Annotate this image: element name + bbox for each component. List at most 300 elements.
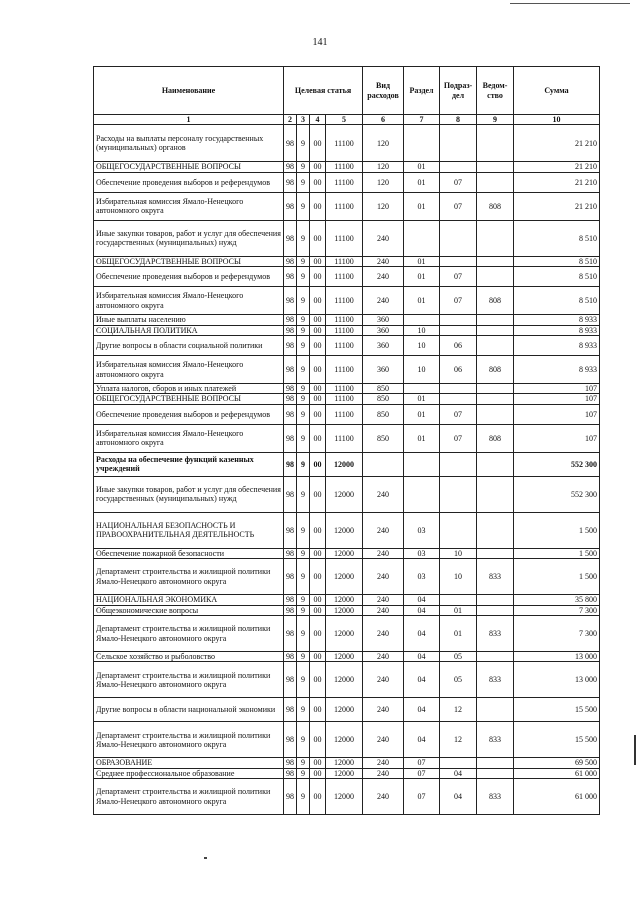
table-row	[94, 616, 600, 652]
cell-d: 12000	[326, 452, 363, 476]
table-row	[94, 125, 600, 162]
cell-c: 00	[310, 220, 326, 256]
cell-c: 00	[310, 256, 326, 266]
cell-b: 9	[297, 172, 310, 192]
cell-ved	[477, 404, 514, 424]
cell-pod: 01	[440, 616, 477, 652]
cell-vid: 120	[363, 192, 404, 220]
cell-c: 00	[310, 125, 326, 162]
cell-pod	[440, 595, 477, 605]
cell-pod: 06	[440, 356, 477, 384]
cell-vid: 850	[363, 394, 404, 404]
cell-name: ОБЩЕГОСУДАРСТВЕННЫЕ ВОПРОСЫ	[94, 394, 284, 404]
cell-d: 11100	[326, 356, 363, 384]
cell-name: СОЦИАЛЬНАЯ ПОЛИТИКА	[94, 325, 284, 335]
cell-a: 98	[284, 452, 297, 476]
cell-sum: 61 000	[514, 768, 600, 778]
scan-dot	[204, 857, 207, 859]
col-num: 8	[440, 115, 477, 125]
cell-name: Другие вопросы в области национальной экономики	[94, 698, 284, 722]
cell-d: 11100	[326, 336, 363, 356]
col-num: 4	[310, 115, 326, 125]
header-target: Целевая статья	[284, 67, 363, 115]
cell-razdel: 01	[404, 267, 440, 287]
cell-c: 00	[310, 768, 326, 778]
cell-a: 98	[284, 652, 297, 662]
table-row	[94, 698, 600, 722]
cell-a: 98	[284, 662, 297, 698]
cell-razdel: 01	[404, 162, 440, 172]
cell-d: 12000	[326, 768, 363, 778]
cell-vid: 240	[363, 722, 404, 758]
cell-a: 98	[284, 325, 297, 335]
cell-vid: 240	[363, 287, 404, 315]
cell-pod: 07	[440, 424, 477, 452]
cell-pod: 07	[440, 404, 477, 424]
cell-vid: 240	[363, 768, 404, 778]
cell-pod: 01	[440, 605, 477, 615]
cell-sum: 8 933	[514, 356, 600, 384]
cell-sum: 7 300	[514, 616, 600, 652]
table-row	[94, 256, 600, 266]
cell-d: 11100	[326, 192, 363, 220]
cell-b: 9	[297, 424, 310, 452]
cell-name: Департамент строительства и жилищной политики Ямало-Ненецкого автономного округа	[94, 662, 284, 698]
table-row	[94, 336, 600, 356]
cell-razdel: 07	[404, 768, 440, 778]
cell-vid: 240	[363, 605, 404, 615]
cell-name: Расходы на обеспечение функций казенных учреждений	[94, 452, 284, 476]
cell-razdel: 04	[404, 652, 440, 662]
cell-razdel: 10	[404, 356, 440, 384]
table-row	[94, 287, 600, 315]
cell-ved	[477, 452, 514, 476]
cell-name: Сельское хозяйство и рыболовство	[94, 652, 284, 662]
cell-razdel: 04	[404, 616, 440, 652]
cell-a: 98	[284, 336, 297, 356]
table-row	[94, 476, 600, 512]
col-num: 5	[326, 115, 363, 125]
col-num: 1	[94, 115, 284, 125]
cell-b: 9	[297, 287, 310, 315]
cell-sum: 21 210	[514, 172, 600, 192]
cell-sum: 8 933	[514, 325, 600, 335]
cell-ved	[477, 325, 514, 335]
cell-a: 98	[284, 779, 297, 815]
cell-sum: 552 300	[514, 476, 600, 512]
cell-b: 9	[297, 779, 310, 815]
budget-table	[93, 66, 600, 815]
cell-pod	[440, 125, 477, 162]
margin-mark	[634, 735, 636, 765]
table-row	[94, 267, 600, 287]
cell-d: 12000	[326, 698, 363, 722]
cell-razdel: 07	[404, 758, 440, 768]
cell-razdel: 07	[404, 779, 440, 815]
cell-pod	[440, 452, 477, 476]
cell-name: НАЦИОНАЛЬНАЯ БЕЗОПАСНОСТЬ И ПРАВООХРАНИТЕЛЬНАЯ ДЕЯТЕЛЬНОСТЬ	[94, 512, 284, 548]
cell-pod	[440, 476, 477, 512]
cell-b: 9	[297, 162, 310, 172]
cell-d: 12000	[326, 662, 363, 698]
cell-pod	[440, 512, 477, 548]
cell-c: 00	[310, 452, 326, 476]
cell-a: 98	[284, 559, 297, 595]
cell-c: 00	[310, 424, 326, 452]
col-num: 10	[514, 115, 600, 125]
cell-b: 9	[297, 220, 310, 256]
table-row	[94, 768, 600, 778]
cell-c: 00	[310, 512, 326, 548]
cell-vid: 850	[363, 404, 404, 424]
cell-ved: 833	[477, 559, 514, 595]
cell-pod	[440, 325, 477, 335]
cell-razdel: 01	[404, 256, 440, 266]
cell-c: 00	[310, 404, 326, 424]
cell-sum: 21 210	[514, 125, 600, 162]
cell-b: 9	[297, 662, 310, 698]
cell-a: 98	[284, 287, 297, 315]
cell-razdel: 04	[404, 698, 440, 722]
cell-razdel: 03	[404, 512, 440, 548]
cell-a: 98	[284, 220, 297, 256]
cell-sum: 7 300	[514, 605, 600, 615]
cell-pod	[440, 220, 477, 256]
cell-a: 98	[284, 758, 297, 768]
cell-name: Избирательная комиссия Ямало-Ненецкого автономного округа	[94, 192, 284, 220]
cell-sum: 13 000	[514, 652, 600, 662]
cell-ved	[477, 162, 514, 172]
cell-razdel: 03	[404, 548, 440, 558]
cell-c: 00	[310, 662, 326, 698]
header-vedomstvo: Ведом-ство	[477, 67, 514, 115]
cell-vid	[363, 452, 404, 476]
cell-vid: 240	[363, 476, 404, 512]
cell-ved	[477, 394, 514, 404]
cell-ved	[477, 512, 514, 548]
table-row	[94, 404, 600, 424]
cell-name: Департамент строительства и жилищной политики Ямало-Ненецкого автономного округа	[94, 722, 284, 758]
cell-sum: 107	[514, 394, 600, 404]
table-row	[94, 758, 600, 768]
cell-a: 98	[284, 424, 297, 452]
cell-vid: 240	[363, 548, 404, 558]
cell-name: ОБЩЕГОСУДАРСТВЕННЫЕ ВОПРОСЫ	[94, 256, 284, 266]
cell-a: 98	[284, 267, 297, 287]
cell-ved	[477, 698, 514, 722]
cell-b: 9	[297, 256, 310, 266]
cell-razdel	[404, 476, 440, 512]
cell-b: 9	[297, 559, 310, 595]
cell-vid: 240	[363, 559, 404, 595]
cell-ved: 808	[477, 192, 514, 220]
cell-pod: 07	[440, 267, 477, 287]
cell-d: 11100	[326, 287, 363, 315]
cell-sum: 1 500	[514, 512, 600, 548]
cell-d: 11100	[326, 394, 363, 404]
cell-c: 00	[310, 722, 326, 758]
header-summa: Сумма	[514, 67, 600, 115]
cell-sum: 21 210	[514, 162, 600, 172]
cell-sum: 8 933	[514, 336, 600, 356]
top-edge-mark	[510, 3, 630, 4]
table-row	[94, 452, 600, 476]
cell-a: 98	[284, 394, 297, 404]
col-num: 7	[404, 115, 440, 125]
cell-ved	[477, 768, 514, 778]
cell-vid: 240	[363, 698, 404, 722]
cell-d: 11100	[326, 325, 363, 335]
table-row	[94, 394, 600, 404]
cell-ved	[477, 758, 514, 768]
cell-pod: 10	[440, 559, 477, 595]
cell-b: 9	[297, 698, 310, 722]
cell-vid: 240	[363, 652, 404, 662]
cell-ved	[477, 605, 514, 615]
cell-a: 98	[284, 315, 297, 325]
cell-sum: 8 933	[514, 315, 600, 325]
cell-name: Иные закупки товаров, работ и услуг для обеспечения государственных (муниципальных) нужд	[94, 476, 284, 512]
cell-c: 00	[310, 698, 326, 722]
cell-razdel	[404, 220, 440, 256]
cell-pod: 06	[440, 336, 477, 356]
cell-vid: 360	[363, 325, 404, 335]
cell-b: 9	[297, 404, 310, 424]
cell-vid: 240	[363, 616, 404, 652]
cell-c: 00	[310, 192, 326, 220]
cell-d: 12000	[326, 595, 363, 605]
table-row	[94, 172, 600, 192]
header-name: Наименование	[94, 67, 284, 115]
table-row	[94, 356, 600, 384]
cell-ved	[477, 267, 514, 287]
cell-razdel	[404, 315, 440, 325]
cell-a: 98	[284, 548, 297, 558]
cell-vid: 240	[363, 220, 404, 256]
cell-vid: 360	[363, 336, 404, 356]
cell-ved: 833	[477, 722, 514, 758]
cell-c: 00	[310, 267, 326, 287]
cell-name: Обеспечение проведения выборов и референдумов	[94, 267, 284, 287]
cell-name: Департамент строительства и жилищной политики Ямало-Ненецкого автономного округа	[94, 559, 284, 595]
cell-a: 98	[284, 722, 297, 758]
table-row	[94, 605, 600, 615]
cell-sum: 552 300	[514, 452, 600, 476]
col-num: 9	[477, 115, 514, 125]
cell-sum: 61 000	[514, 779, 600, 815]
cell-vid: 120	[363, 172, 404, 192]
cell-pod	[440, 162, 477, 172]
cell-b: 9	[297, 652, 310, 662]
cell-b: 9	[297, 267, 310, 287]
table-row	[94, 424, 600, 452]
cell-pod: 12	[440, 722, 477, 758]
cell-b: 9	[297, 325, 310, 335]
cell-pod: 04	[440, 779, 477, 815]
cell-razdel: 04	[404, 595, 440, 605]
cell-pod	[440, 758, 477, 768]
cell-sum: 1 500	[514, 548, 600, 558]
header-vid: Вид расходов	[363, 67, 404, 115]
cell-vid: 240	[363, 267, 404, 287]
cell-a: 98	[284, 384, 297, 394]
cell-sum: 21 210	[514, 192, 600, 220]
cell-c: 00	[310, 595, 326, 605]
cell-name: Общеэкономические вопросы	[94, 605, 284, 615]
cell-name: Другие вопросы в области социальной политики	[94, 336, 284, 356]
cell-c: 00	[310, 162, 326, 172]
table-row	[94, 779, 600, 815]
cell-ved	[477, 336, 514, 356]
cell-ved	[477, 652, 514, 662]
cell-d: 12000	[326, 722, 363, 758]
table-row	[94, 722, 600, 758]
cell-d: 11100	[326, 404, 363, 424]
cell-name: Расходы на выплаты персоналу государственных (муниципальных) органов	[94, 125, 284, 162]
cell-b: 9	[297, 476, 310, 512]
cell-ved	[477, 595, 514, 605]
cell-vid: 240	[363, 256, 404, 266]
table-row	[94, 652, 600, 662]
cell-d: 12000	[326, 779, 363, 815]
cell-razdel: 01	[404, 394, 440, 404]
cell-razdel: 01	[404, 424, 440, 452]
cell-razdel: 04	[404, 605, 440, 615]
table-row	[94, 559, 600, 595]
cell-name: Уплата налогов, сборов и иных платежей	[94, 384, 284, 394]
cell-razdel: 03	[404, 559, 440, 595]
cell-a: 98	[284, 404, 297, 424]
cell-c: 00	[310, 356, 326, 384]
cell-c: 00	[310, 336, 326, 356]
cell-ved	[477, 172, 514, 192]
cell-c: 00	[310, 172, 326, 192]
cell-d: 12000	[326, 616, 363, 652]
cell-a: 98	[284, 595, 297, 605]
cell-a: 98	[284, 172, 297, 192]
cell-b: 9	[297, 548, 310, 558]
cell-ved	[477, 315, 514, 325]
cell-ved	[477, 256, 514, 266]
cell-razdel: 04	[404, 722, 440, 758]
cell-name: Департамент строительства и жилищной политики Ямало-Ненецкого автономного округа	[94, 616, 284, 652]
cell-razdel: 01	[404, 192, 440, 220]
cell-name: Обеспечение проведения выборов и референдумов	[94, 404, 284, 424]
cell-d: 11100	[326, 220, 363, 256]
cell-name: Избирательная комиссия Ямало-Ненецкого автономного округа	[94, 356, 284, 384]
cell-pod: 07	[440, 192, 477, 220]
cell-d: 11100	[326, 162, 363, 172]
table-row	[94, 662, 600, 698]
cell-d: 11100	[326, 267, 363, 287]
cell-c: 00	[310, 548, 326, 558]
cell-ved	[477, 548, 514, 558]
cell-name: Иные выплаты населению	[94, 315, 284, 325]
cell-c: 00	[310, 287, 326, 315]
cell-pod	[440, 315, 477, 325]
cell-vid: 240	[363, 662, 404, 698]
cell-d: 11100	[326, 384, 363, 394]
cell-d: 12000	[326, 548, 363, 558]
cell-razdel: 10	[404, 336, 440, 356]
col-num: 2	[284, 115, 297, 125]
cell-b: 9	[297, 616, 310, 652]
cell-c: 00	[310, 758, 326, 768]
table-row	[94, 325, 600, 335]
cell-c: 00	[310, 394, 326, 404]
cell-d: 12000	[326, 652, 363, 662]
cell-vid: 240	[363, 512, 404, 548]
cell-c: 00	[310, 559, 326, 595]
cell-c: 00	[310, 605, 326, 615]
cell-razdel: 10	[404, 325, 440, 335]
cell-b: 9	[297, 452, 310, 476]
cell-c: 00	[310, 476, 326, 512]
cell-sum: 107	[514, 384, 600, 394]
cell-razdel: 04	[404, 662, 440, 698]
cell-sum: 35 800	[514, 595, 600, 605]
cell-name: ОБЩЕГОСУДАРСТВЕННЫЕ ВОПРОСЫ	[94, 162, 284, 172]
cell-d: 12000	[326, 758, 363, 768]
cell-sum: 8 510	[514, 220, 600, 256]
cell-b: 9	[297, 394, 310, 404]
cell-name: Избирательная комиссия Ямало-Ненецкого автономного округа	[94, 287, 284, 315]
table-row	[94, 384, 600, 394]
cell-pod: 10	[440, 548, 477, 558]
cell-sum: 15 500	[514, 722, 600, 758]
cell-razdel: 01	[404, 404, 440, 424]
cell-sum: 8 510	[514, 267, 600, 287]
cell-c: 00	[310, 652, 326, 662]
cell-a: 98	[284, 616, 297, 652]
cell-pod: 05	[440, 662, 477, 698]
cell-a: 98	[284, 192, 297, 220]
cell-vid: 360	[363, 356, 404, 384]
cell-razdel: 01	[404, 287, 440, 315]
cell-b: 9	[297, 125, 310, 162]
cell-ved: 808	[477, 424, 514, 452]
cell-a: 98	[284, 698, 297, 722]
cell-b: 9	[297, 595, 310, 605]
header-podrazdel: Подраз-дел	[440, 67, 477, 115]
column-number-row	[94, 115, 600, 125]
cell-ved	[477, 384, 514, 394]
table-row	[94, 548, 600, 558]
table-row	[94, 162, 600, 172]
cell-c: 00	[310, 325, 326, 335]
cell-pod: 07	[440, 287, 477, 315]
cell-name: Обеспечение пожарной безопасности	[94, 548, 284, 558]
page-number: 141	[312, 37, 328, 48]
cell-pod: 04	[440, 768, 477, 778]
cell-sum: 69 500	[514, 758, 600, 768]
cell-ved	[477, 125, 514, 162]
cell-c: 00	[310, 384, 326, 394]
cell-c: 00	[310, 315, 326, 325]
cell-b: 9	[297, 768, 310, 778]
cell-a: 98	[284, 162, 297, 172]
cell-a: 98	[284, 605, 297, 615]
cell-sum: 8 510	[514, 287, 600, 315]
cell-vid: 240	[363, 595, 404, 605]
cell-d: 11100	[326, 125, 363, 162]
cell-b: 9	[297, 722, 310, 758]
cell-a: 98	[284, 125, 297, 162]
cell-a: 98	[284, 356, 297, 384]
table-row	[94, 315, 600, 325]
header-razdel: Раздел	[404, 67, 440, 115]
cell-razdel	[404, 384, 440, 394]
